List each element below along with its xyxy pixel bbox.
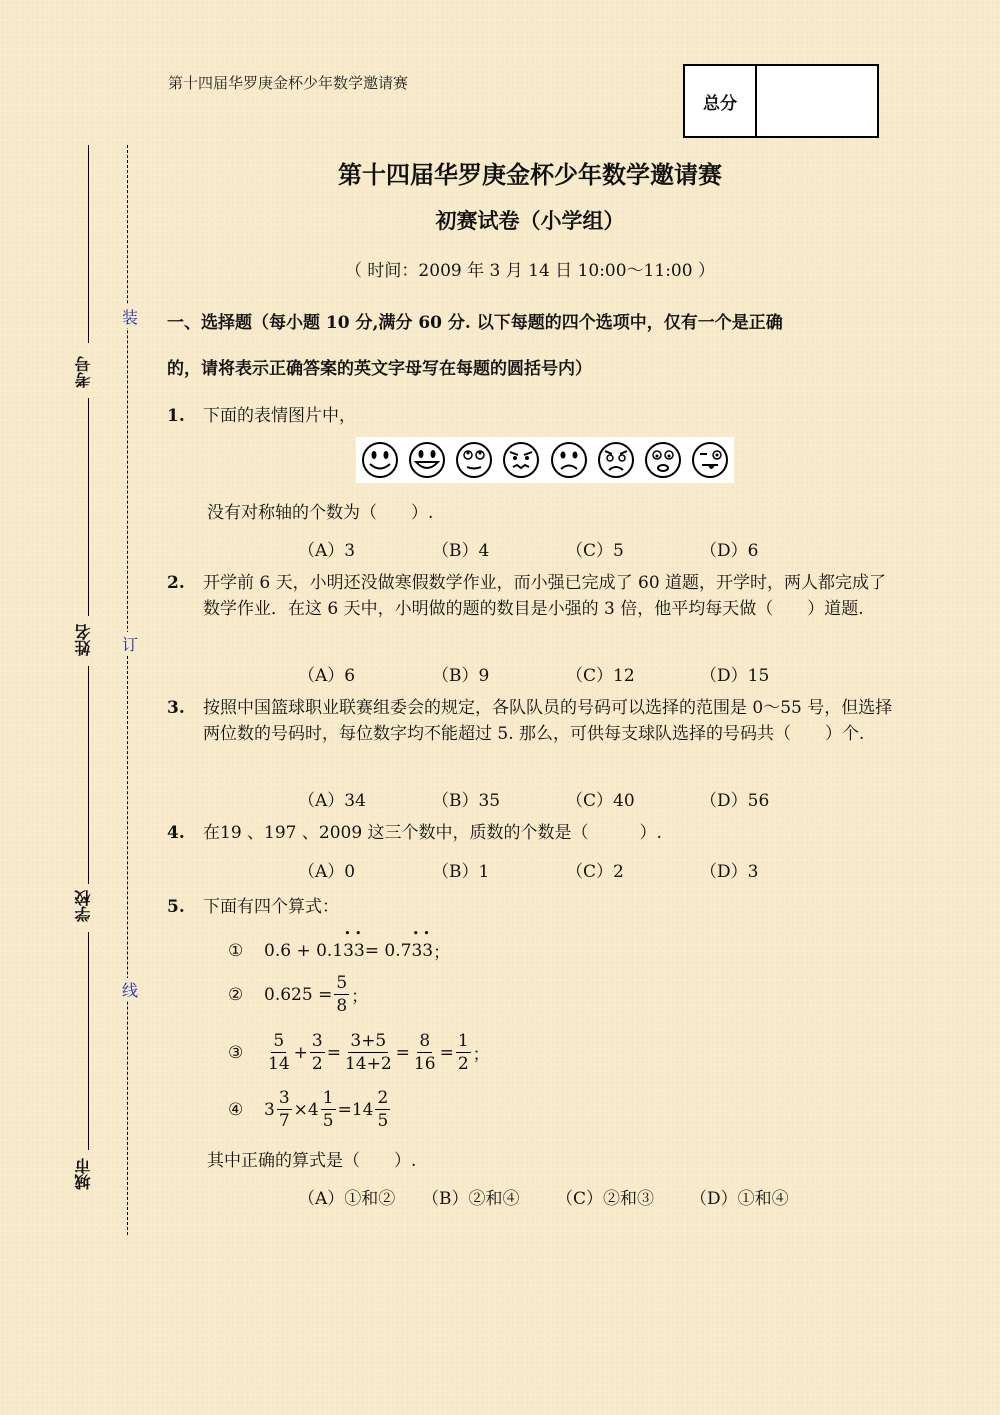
question-text: 下面的表情图片中， bbox=[203, 406, 356, 426]
numerator: 3+5 bbox=[350, 1031, 387, 1051]
school-line[interactable] bbox=[88, 666, 89, 884]
option-a[interactable]: （A）3 bbox=[298, 541, 356, 561]
repeating-digit: • 3 bbox=[422, 941, 433, 961]
question-text: 在19 、197 、2009 这三个数中，质数的个数是（ ）. bbox=[203, 823, 662, 843]
numerator: 8 bbox=[419, 1031, 431, 1051]
question-number: 3. bbox=[167, 698, 185, 718]
option-b[interactable]: （B）4 bbox=[432, 541, 490, 561]
formula-marker: ② bbox=[228, 984, 244, 1005]
fraction bbox=[375, 1087, 390, 1132]
option-c[interactable]: （C）40 bbox=[566, 791, 635, 811]
repeating-digit: • 3 bbox=[411, 941, 422, 961]
mixed-number bbox=[352, 1087, 392, 1132]
denominator: 5 bbox=[322, 1111, 334, 1131]
question-2-options bbox=[298, 661, 898, 686]
question-number: 2. bbox=[167, 573, 185, 593]
formula-3 bbox=[228, 1030, 490, 1075]
option-d[interactable]: （D）56 bbox=[700, 791, 770, 811]
formula-marker: ③ bbox=[228, 1042, 244, 1063]
angry-face-icon bbox=[501, 440, 541, 480]
denominator: 2 bbox=[457, 1054, 469, 1074]
question-text: 按照中国篮球职业联赛组委会的规定，各队队员的号码可以选择的范围是 0～55 号，但选择两位数的号码时，每位数字均不能超过 5. 那么，可供每支球队选择的号码共（ ）个. bbox=[203, 698, 893, 744]
score-label: 总分 bbox=[685, 66, 757, 136]
question-4 bbox=[167, 820, 897, 846]
city-line[interactable] bbox=[88, 932, 89, 1150]
mixed-number bbox=[264, 1087, 294, 1132]
option-d[interactable]: （D）6 bbox=[700, 541, 759, 561]
section-line-1: 一、选择题（每小题 10 分,满分 60 分. 以下每题的四个选项中，仅有一个是正确 bbox=[167, 313, 783, 333]
formula-1 bbox=[228, 938, 450, 963]
question-number: 4. bbox=[167, 823, 185, 843]
shocked-face-icon bbox=[643, 440, 683, 480]
rolling-eyes-face-icon bbox=[454, 440, 494, 480]
question-5-options bbox=[298, 1184, 898, 1209]
question-text: 下面有四个算式： bbox=[203, 897, 339, 917]
mixed-number bbox=[308, 1087, 338, 1132]
tongue-face-icon bbox=[690, 440, 730, 480]
binding-char-xian: 线 bbox=[120, 978, 140, 1001]
fraction bbox=[321, 1087, 336, 1132]
formula-text: 0.625 = bbox=[264, 984, 333, 1005]
option-b[interactable]: （B）35 bbox=[432, 791, 501, 811]
question-1 bbox=[167, 403, 897, 429]
question-3 bbox=[167, 695, 897, 747]
question-number: 1. bbox=[167, 406, 185, 426]
formula-4 bbox=[228, 1087, 392, 1132]
question-1-options bbox=[298, 536, 898, 561]
formula-text: ； bbox=[433, 943, 451, 963]
fraction bbox=[266, 1030, 292, 1075]
question-1-stem: 没有对称轴的个数为（ ）. bbox=[207, 503, 434, 523]
denominator: 7 bbox=[278, 1111, 290, 1131]
option-b[interactable]: （B）9 bbox=[432, 666, 490, 686]
name-label: 姓名 bbox=[74, 624, 93, 656]
numerator: 3 bbox=[311, 1031, 323, 1051]
option-b[interactable]: （B）1 bbox=[432, 862, 490, 882]
page-subtitle: 初赛试卷（小学组） bbox=[435, 208, 625, 233]
formula-2 bbox=[228, 972, 368, 1017]
denominator: 8 bbox=[336, 996, 348, 1016]
formula-text: × bbox=[293, 1099, 308, 1120]
score-box bbox=[683, 64, 879, 138]
sad-face-icon bbox=[549, 440, 589, 480]
numerator: 3 bbox=[278, 1088, 290, 1108]
denominator: 14+2 bbox=[344, 1054, 392, 1074]
fraction bbox=[334, 972, 349, 1017]
grin-face-icon bbox=[407, 440, 447, 480]
option-d[interactable]: （D）15 bbox=[700, 666, 770, 686]
city-label: 城市 bbox=[74, 1158, 93, 1190]
formula-text: + bbox=[293, 1042, 308, 1063]
formula-text: = bbox=[439, 1042, 454, 1063]
whole-part: 3 bbox=[264, 1099, 275, 1120]
question-4-options bbox=[298, 857, 898, 882]
whole-part: 4 bbox=[307, 1099, 319, 1120]
numerator: 5 bbox=[273, 1031, 285, 1051]
school-label: 学校 bbox=[74, 890, 93, 922]
fraction bbox=[456, 1030, 471, 1075]
option-c[interactable]: （C）12 bbox=[566, 666, 635, 686]
option-a[interactable]: （A）0 bbox=[298, 862, 356, 882]
denominator: 5 bbox=[377, 1111, 389, 1131]
numerator: 5 bbox=[336, 973, 348, 993]
binding-char-zhuang: 装 bbox=[120, 305, 140, 328]
fraction bbox=[277, 1087, 292, 1132]
denominator: 14 bbox=[268, 1054, 290, 1074]
exam-time: （ 时间：2009 年 3 月 14 日 10:00～11:00 ） bbox=[345, 261, 715, 281]
exam-number-label: 考号 bbox=[74, 356, 93, 388]
formula-marker: ① bbox=[228, 940, 244, 961]
emoji-faces bbox=[356, 437, 734, 483]
question-text: 开学前 6 天，小明还没做寒假数学作业，而小强已完成了 60 道题，开学时，两人都完成了数学作业．在这 6 天中，小明做的题的数目是小强的 3 倍，他平均每天做（ ）道题. bbox=[203, 573, 887, 619]
question-2 bbox=[167, 570, 897, 622]
question-5-stem: 其中正确的算式是（ ）. bbox=[207, 1151, 417, 1171]
formula-text: 0.6 + 0.1 bbox=[264, 940, 344, 961]
running-title: 第十四届华罗庚金杯少年数学邀请赛 bbox=[168, 74, 409, 92]
formula-text: = 0.7 bbox=[364, 940, 412, 961]
formula-marker: ④ bbox=[228, 1099, 244, 1120]
formula-text: ； bbox=[351, 987, 369, 1007]
option-d[interactable]: （D）3 bbox=[700, 862, 759, 882]
fraction bbox=[412, 1030, 438, 1075]
section-instructions bbox=[167, 300, 897, 392]
smile-face-icon bbox=[360, 440, 400, 480]
option-d[interactable]: （D）①和④ bbox=[690, 1189, 789, 1209]
option-b[interactable]: （B）②和④ bbox=[422, 1189, 520, 1209]
question-5 bbox=[167, 894, 897, 920]
score-value-cell[interactable] bbox=[757, 66, 877, 136]
formula-text: = bbox=[337, 1099, 352, 1120]
option-a[interactable]: （A）①和② bbox=[298, 1189, 396, 1209]
question-number: 5. bbox=[167, 897, 185, 917]
numerator: 1 bbox=[457, 1031, 469, 1051]
option-a[interactable]: （A）34 bbox=[298, 791, 366, 811]
whole-part: 14 bbox=[351, 1099, 374, 1120]
repeating-digit: • 3 bbox=[343, 941, 354, 961]
fraction bbox=[310, 1030, 325, 1075]
formula-text: = bbox=[395, 1042, 410, 1063]
option-c[interactable]: （C）②和③ bbox=[556, 1189, 655, 1209]
section-line-2: 的，请将表示正确答案的英文字母写在每题的圆括号内） bbox=[167, 359, 592, 379]
name-line[interactable] bbox=[88, 398, 89, 616]
fraction bbox=[343, 1030, 394, 1075]
page-title: 第十四届华罗庚金杯少年数学邀请赛 bbox=[338, 160, 722, 189]
formula-text: = bbox=[326, 1042, 341, 1063]
binding-char-ding: 订 bbox=[120, 632, 140, 655]
denominator: 16 bbox=[413, 1054, 436, 1074]
crying-face-icon bbox=[596, 440, 636, 480]
option-c[interactable]: （C）2 bbox=[566, 862, 624, 882]
denominator: 2 bbox=[311, 1054, 323, 1074]
option-c[interactable]: （C）5 bbox=[566, 541, 624, 561]
numerator: 2 bbox=[377, 1088, 389, 1108]
numerator: 1 bbox=[322, 1088, 334, 1108]
option-a[interactable]: （A）6 bbox=[298, 666, 356, 686]
formula-text: ； bbox=[472, 1045, 490, 1065]
repeating-digit: • 3 bbox=[354, 941, 365, 961]
question-3-options bbox=[298, 786, 898, 811]
